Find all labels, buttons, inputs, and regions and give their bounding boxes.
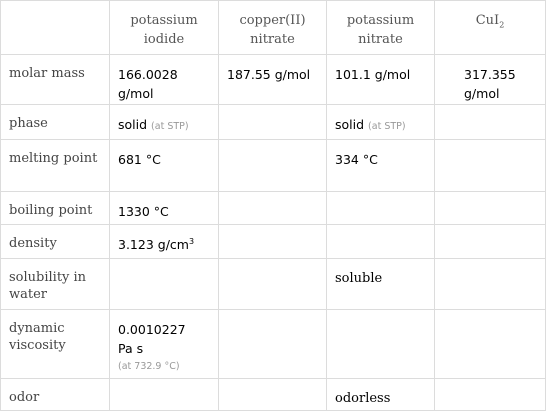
odor-copper-ii-nitrate (219, 379, 327, 411)
cui2-subscript: 2 (499, 20, 505, 30)
odor-cui2 (435, 379, 546, 411)
solubility-potassium-nitrate: soluble (327, 259, 435, 310)
odor-potassium-nitrate: odorless (327, 379, 435, 411)
melting-point-potassium-nitrate: 334 °C (327, 140, 435, 192)
molar-mass-potassium-iodide: 166.0028 g/mol (110, 55, 219, 105)
table-row-boiling-point (1, 192, 546, 225)
solubility-cui2 (435, 259, 546, 310)
row-label-melting-point: melting point (1, 140, 110, 192)
column-header-cui2: CuI$_2$ (435, 1, 546, 55)
viscosity-potassium-iodide (110, 310, 219, 379)
phase-note: (at STP) (151, 121, 189, 132)
molar-mass-cui2: 317.355 g/mol (435, 55, 546, 105)
boiling-point-copper-ii-nitrate (219, 192, 327, 225)
table-row-phase (1, 105, 546, 140)
table-row-solubility (1, 259, 546, 310)
density-unit-exponent: 3 (188, 236, 195, 246)
table-row-density (1, 225, 546, 259)
odor-potassium-iodide (110, 379, 219, 411)
density-cui2 (435, 225, 546, 259)
viscosity-cui2 (435, 310, 546, 379)
viscosity-note: (at 732.9 °C) (118, 361, 180, 372)
solubility-potassium-iodide (110, 259, 219, 310)
melting-point-potassium-iodide: 681 °C (110, 140, 219, 192)
phase-potassium-nitrate: solid (at STP) (327, 105, 435, 140)
table-row-odor (1, 379, 546, 411)
molar-mass-potassium-nitrate: 101.1 g/mol (327, 55, 435, 105)
row-label-solubility: solubility in water (1, 259, 110, 310)
melting-point-copper-ii-nitrate (219, 140, 327, 192)
row-label-density: density (1, 225, 110, 259)
row-label-odor: odor (1, 379, 110, 411)
column-header-copper-ii-nitrate: copper(II) nitrate (219, 1, 327, 55)
density-copper-ii-nitrate (219, 225, 327, 259)
row-label-phase: phase (1, 105, 110, 140)
table-row-melting-point (1, 140, 546, 192)
row-label-boiling-point: boiling point (1, 192, 110, 225)
solubility-copper-ii-nitrate (219, 259, 327, 310)
viscosity-potassium-nitrate (327, 310, 435, 379)
boiling-point-potassium-nitrate (327, 192, 435, 225)
viscosity-copper-ii-nitrate (219, 310, 327, 379)
phase-copper-ii-nitrate (219, 105, 327, 140)
density-potassium-nitrate (327, 225, 435, 259)
molar-mass-copper-ii-nitrate: 187.55 g/mol (219, 55, 327, 105)
table-row-dynamic-viscosity (1, 310, 546, 379)
melting-point-cui2 (435, 140, 546, 192)
column-header-potassium-iodide: potassium iodide (110, 1, 219, 55)
viscosity-unit: Pa s (118, 341, 144, 356)
row-label-dynamic-viscosity: dynamic viscosity (1, 310, 110, 379)
boiling-point-potassium-iodide: 1330 °C (110, 192, 219, 225)
column-header-potassium-nitrate: potassium nitrate (327, 1, 435, 55)
viscosity-value: 0.0010227 (118, 322, 186, 337)
boiling-point-cui2 (435, 192, 546, 225)
table-row-molar-mass (1, 55, 546, 105)
phase-potassium-iodide: solid (at STP) (110, 105, 219, 140)
density-potassium-iodide: 3.123 $g/cm^3$ (110, 225, 219, 259)
phase-note: (at STP) (368, 121, 406, 132)
row-label-molar-mass: molar mass (1, 55, 110, 105)
phase-cui2 (435, 105, 546, 140)
corner-cell (1, 1, 110, 55)
header-row (1, 1, 546, 55)
